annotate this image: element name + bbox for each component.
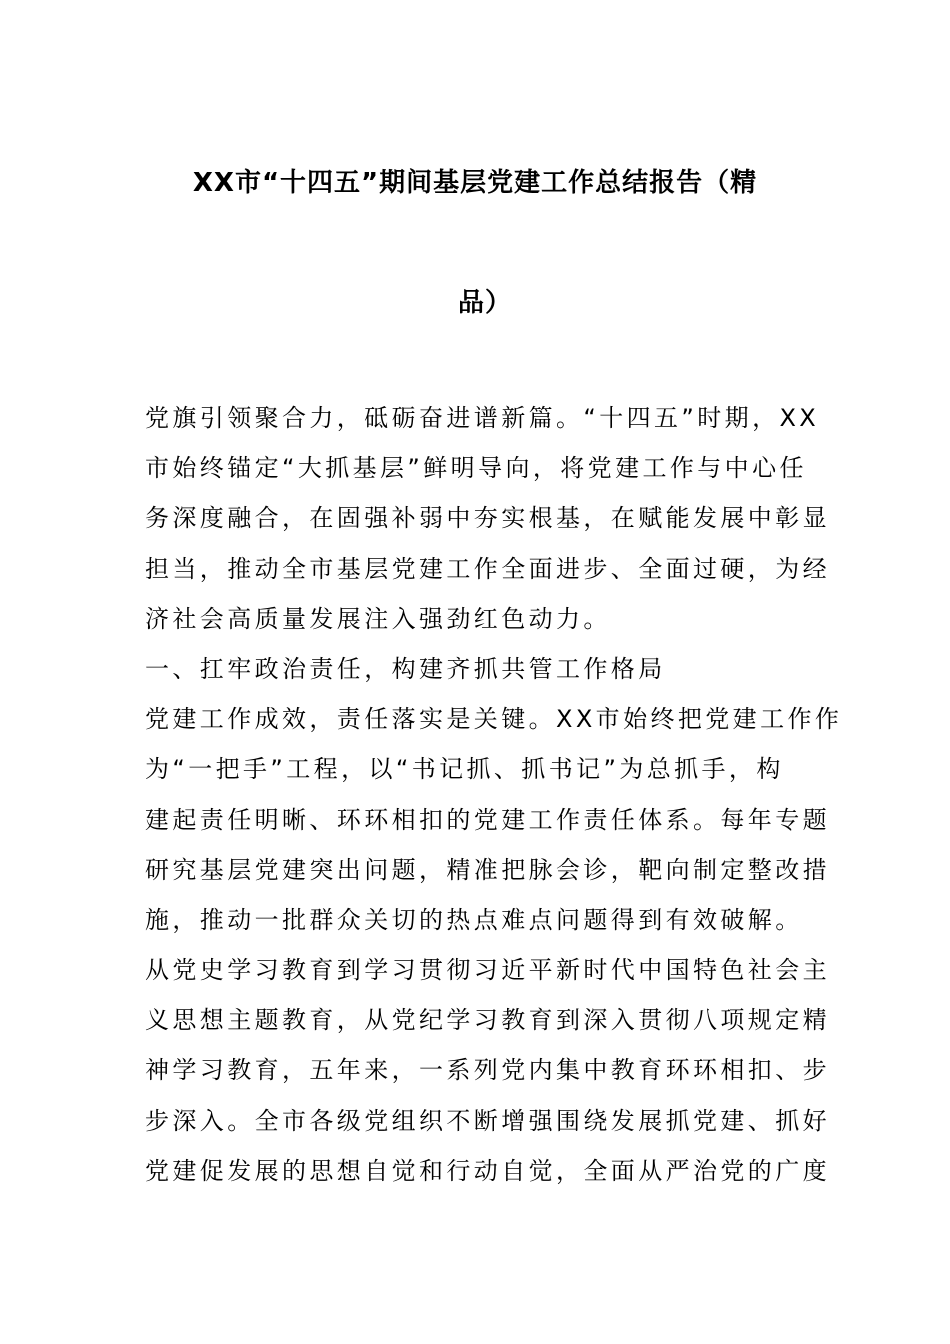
text-line: 研究基层党建突出问题，精准把脉会诊，靶向制定整改措 [145, 855, 830, 884]
document-body [145, 400, 843, 1203]
document-title-continued: 品） [457, 288, 512, 318]
section-heading: 一、扛牢政治责任，构建齐抓共管工作格局 [145, 654, 666, 683]
text-line: 党建促发展的思想自觉和行动自觉，全面从严治党的广度 [145, 1156, 830, 1185]
text-line: 施，推动一批群众关切的热点难点问题得到有效破解。 [145, 905, 803, 934]
text-line: 神学习教育，五年来，一系列党内集中教育环环相扣、步 [145, 1056, 830, 1085]
text-line: 市始终锚定“大抓基层”鲜明导向，将党建工作与中心任 [145, 454, 807, 483]
document-title: XX市“十四五”期间基层党建工作总结报告（精 [192, 168, 758, 198]
text-line: 党旗引领聚合力，砥砺奋进谱新篇。“十四五”时期，XX [145, 404, 820, 432]
text-line: 为“一把手”工程，以“书记抓、抓书记”为总抓手，构 [145, 755, 784, 784]
text-line: 从党史学习教育到学习贯彻习近平新时代中国特色社会主 [145, 956, 830, 985]
text-line: 担当，推动全市基层党建工作全面进步、全面过硬，为经 [145, 554, 830, 583]
text-line: 务深度融合，在固强补弱中夯实根基，在赋能发展中彰显 [145, 504, 830, 533]
text-line: 义思想主题教育，从党纪学习教育到深入贯彻八项规定精 [145, 1006, 830, 1035]
text-line: 济社会高质量发展注入强劲红色动力。 [145, 604, 611, 633]
text-line: 党建工作成效，责任落实是关键。XX市始终把党建工作作 [145, 705, 843, 734]
text-line: 建起责任明晰、环环相扣的党建工作责任体系。每年专题 [145, 805, 830, 834]
text-line: 步深入。全市各级党组织不断增强围绕发展抓党建、抓好 [145, 1106, 830, 1135]
